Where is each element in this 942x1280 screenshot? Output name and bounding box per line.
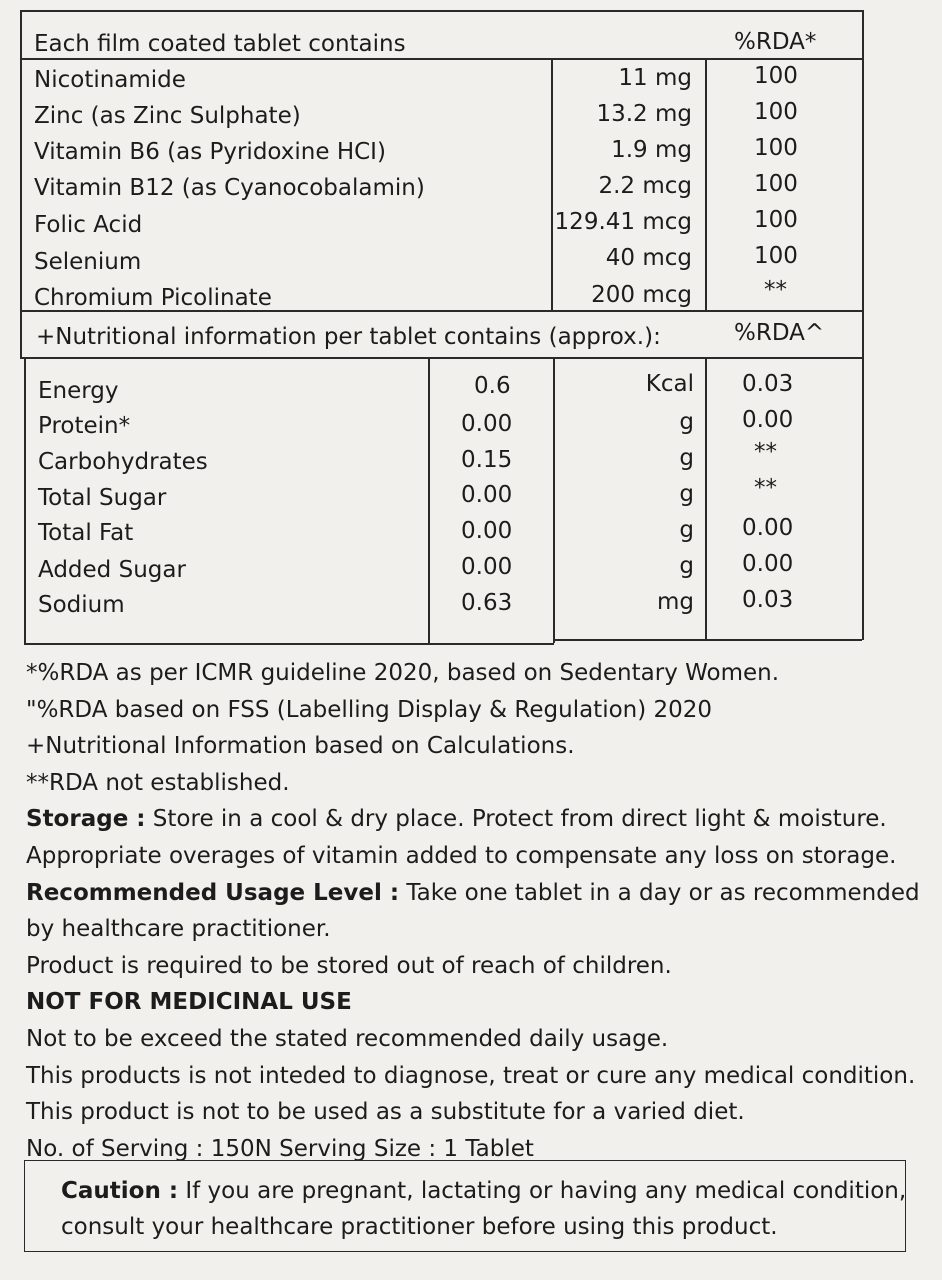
nutrition-rda: 0.03 (742, 587, 794, 613)
nutrient-name: Folic Acid (34, 212, 143, 238)
nutrition-rda: 0.00 (742, 515, 794, 541)
nutrient-amount: 2.2 mcg (598, 173, 692, 199)
nutrient-rda: 100 (754, 99, 798, 125)
nutrition-unit: Kcal (645, 371, 694, 397)
nutrition-name: Carbohydrates (38, 449, 208, 475)
note-line: This product is not to be used as a substitute for a varied diet. (26, 1099, 745, 1126)
usage-label: Recommended Usage Level : (26, 879, 400, 906)
nutrient-rda: 100 (754, 171, 798, 197)
note-line: *%RDA as per ICMR guideline 2020, based on Sedentary Women. (26, 660, 780, 686)
nutrition-unit: mg (656, 589, 694, 615)
nutrition-unit: g (679, 445, 694, 471)
caution-line-1 (61, 1173, 906, 1209)
nutrition-name: Total Fat (38, 520, 134, 546)
label-notes (26, 655, 936, 1167)
nutrient-name: Vitamin B6 (as Pyridoxine HCI) (34, 139, 386, 165)
nutrient-name: Chromium Picolinate (34, 285, 272, 311)
nutrition-rda: ** (754, 475, 777, 501)
nutrition-value: 0.15 (461, 447, 513, 473)
nutrition-rda: ** (754, 439, 777, 465)
nutrition-name: Energy (38, 378, 119, 404)
note-line: Product is required to be stored out of reach of children. (26, 952, 672, 979)
caution-line-2: consult your healthcare practitioner before using this product. (61, 1214, 778, 1240)
caution-box (24, 1160, 906, 1252)
nutrient-amount: 11 mg (618, 65, 692, 91)
nutrient-amount: 129.41 mcg (554, 209, 692, 235)
caution-label: Caution : (61, 1178, 179, 1204)
note-line: **RDA not established. (26, 769, 290, 796)
nutrient-name: Selenium (34, 249, 142, 275)
note-line: by healthcare practitioner. (26, 916, 331, 943)
nutrition-value: 0.63 (461, 590, 513, 616)
nutrient-rda: 100 (754, 63, 798, 89)
nutrition-unit: g (679, 409, 694, 435)
storage-text: Store in a cool & dry place. Protect from direct light & moisture. (145, 806, 887, 833)
nutrition-name: Added Sugar (38, 557, 186, 583)
nutrition-name: Protein* (38, 413, 131, 439)
nutrition-rda: 0.00 (742, 551, 794, 577)
nutrient-name: Zinc (as Zinc Sulphate) (34, 103, 301, 129)
nutrition-rda: 0.03 (742, 371, 794, 397)
table2-header-label: +Nutritional information per tablet contains (approx.): (36, 324, 661, 350)
storage-label: Storage : (26, 806, 146, 833)
nutrient-amount: 200 mcg (591, 282, 692, 308)
nutrient-amount: 13.2 mg (596, 101, 692, 127)
table1-header-label: Each film coated tablet contains (34, 31, 406, 57)
note-line: This products is not inteded to diagnose, treat or cure any medical condition. (26, 1062, 916, 1089)
nutrition-value: 0.00 (461, 554, 513, 580)
usage-text: Take one tablet in a day or as recommended (399, 879, 920, 906)
note-line: Appropriate overages of vitamin added to compensate any loss on storage. (26, 842, 897, 869)
nutrition-value: 0.00 (461, 518, 513, 544)
nutrition-unit: g (679, 553, 694, 579)
nutrient-amount: 1.9 mg (611, 137, 692, 163)
note-line: Not to be exceed the stated recommended daily usage. (26, 1025, 669, 1052)
nutrition-unit: g (679, 481, 694, 507)
nutrient-name: Vitamin B12 (as Cyanocobalamin) (34, 175, 425, 201)
note-line: +Nutritional Information based on Calculations. (26, 733, 575, 760)
nutrient-rda: 100 (754, 243, 798, 269)
nutrient-rda: 100 (754, 207, 798, 233)
nutrient-rda: 100 (754, 135, 798, 161)
serving-info: No. of Serving : 150N Serving Size : 1 Tablet (26, 1135, 534, 1162)
nutrition-name: Total Sugar (38, 485, 167, 511)
nutrition-value: 0.6 (474, 373, 511, 399)
table1-header-rda: %RDA* (734, 29, 817, 55)
not-for-medicinal-use: NOT FOR MEDICINAL USE (26, 989, 352, 1016)
nutrition-value: 0.00 (461, 411, 513, 437)
nutrition-rda: 0.00 (742, 407, 794, 433)
usage-note (26, 875, 936, 912)
table2-header-rda: %RDA^ (734, 320, 825, 346)
nutrition-value: 0.00 (461, 482, 513, 508)
storage-note (26, 801, 936, 838)
nutrition-unit: g (679, 517, 694, 543)
nutrient-name: Nicotinamide (34, 67, 186, 93)
nutrient-rda: ** (764, 277, 787, 303)
caution-text-1: If you are pregnant, lactating or having any medical condition, (178, 1178, 907, 1204)
nutrition-name: Sodium (38, 592, 125, 618)
note-line: "%RDA based on FSS (Labelling Display & Regulation) 2020 (26, 696, 713, 723)
nutrient-amount: 40 mcg (605, 245, 692, 271)
